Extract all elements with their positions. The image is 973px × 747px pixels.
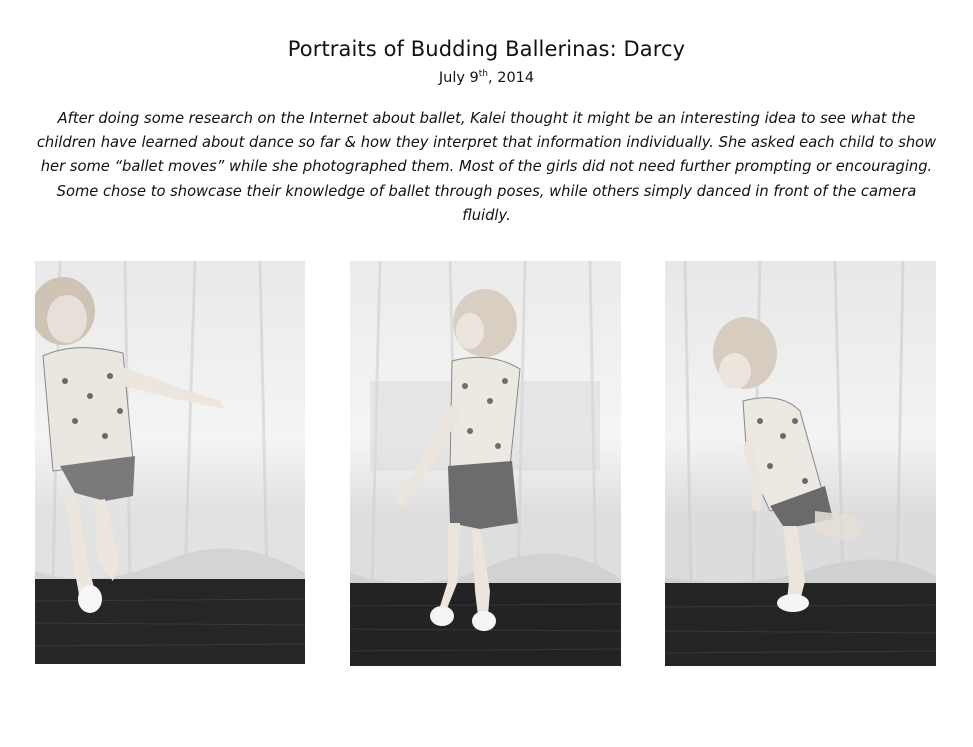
- photo-illustration: [665, 261, 936, 666]
- date-line: [0, 70, 973, 86]
- page-title: Portraits of Budding Ballerinas: Darcy: [287, 37, 686, 61]
- date-month-day: July 9: [438, 70, 479, 86]
- photo-illustration: [350, 261, 621, 666]
- photo-darcy-turning: [350, 261, 621, 666]
- description-paragraph: After doing some research on the Internet about ballet, Kalei thought it might be an interesting idea to see what the children have learned about dance so far & how they interpret that information individually. She asked each child to show her some “ballet moves” while she photographed them. Most of the girls did not need further prompting or encouraging. Some chose to showcase their knowledge of ballet through poses, while others simply danced in front of the camera fluidly.: [36, 110, 937, 224]
- date-year: , 2014: [488, 70, 535, 86]
- photo-darcy-arm-extended: [35, 261, 305, 664]
- date-ordinal: th: [478, 69, 489, 79]
- photo-illustration: [35, 261, 305, 664]
- photo-darcy-leg-raised: [665, 261, 936, 666]
